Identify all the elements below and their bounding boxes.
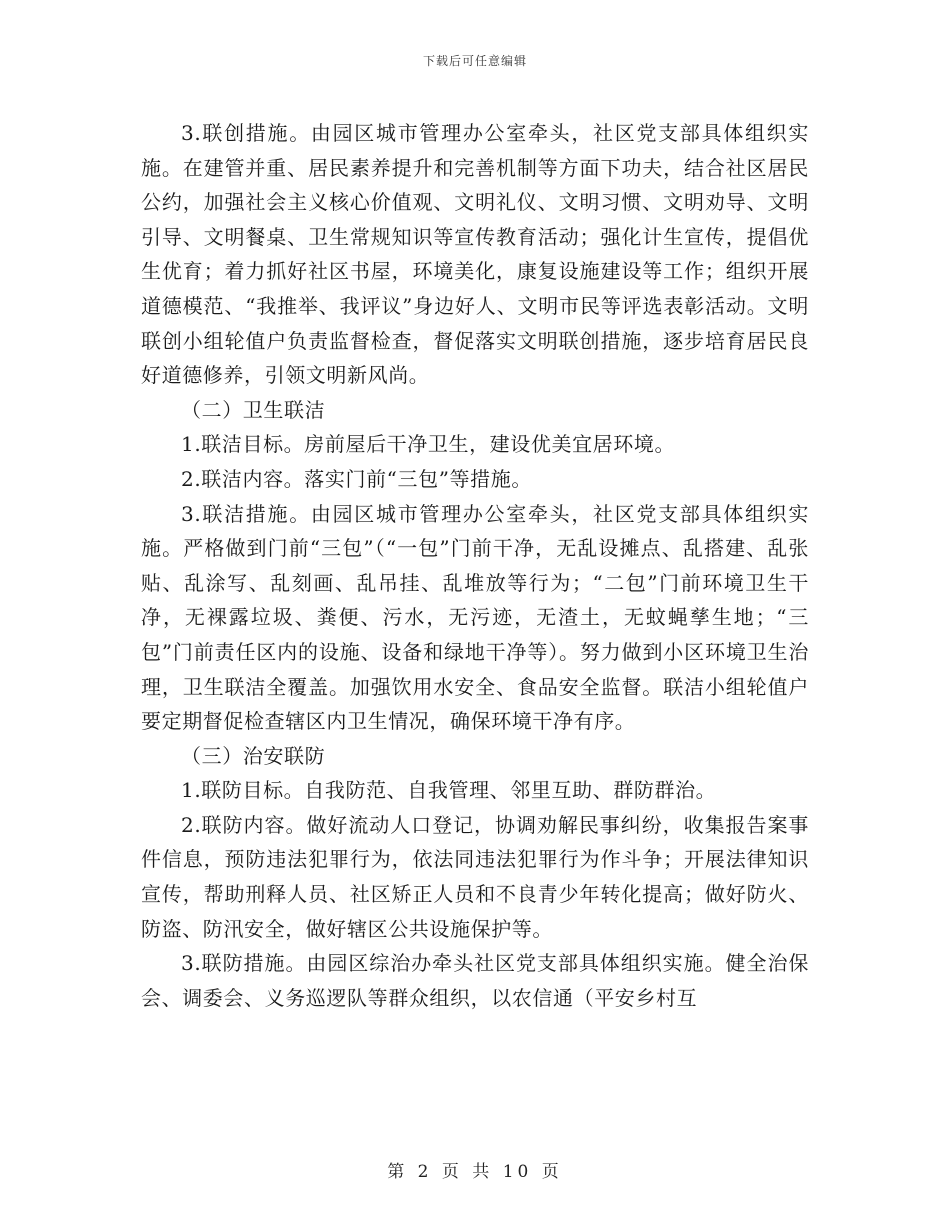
- section-heading-zhian: （三）治安联防: [181, 743, 326, 768]
- section-heading-weisheng: （二）卫生联洁: [181, 397, 326, 422]
- document-body: [141, 116, 809, 1015]
- paragraph-lianfang-goal: 1.联防目标。自我防范、自我管理、邻里互助、群防群治。: [181, 778, 717, 803]
- page-header: 下载后可任意编辑: [422, 54, 527, 68]
- paragraph-lianfang-content: 2.联防内容。做好流动人口登记，协调劝解民事纠纷，收集报告案事件信息，预防违法犯罪行为，依法同违法犯罪行为作斗争；开展法律知识宣传，帮助刑释人员、社区矫正人员和不良青少年转化提高；做好防火、防盗、防汛安全，做好辖区公共设施保护等。: [141, 812, 809, 941]
- page-number: 第 2 页 共 10 页: [387, 1162, 563, 1182]
- paragraph-lianjie-content: 2.联洁内容。落实门前“三包”等措施。: [181, 466, 532, 491]
- paragraph-lianjie-goal: 1.联洁目标。房前屋后干净卫生，建设优美宜居环境。: [181, 432, 676, 457]
- paragraph-lianjie-measures: 3.联洁措施。由园区城市管理办公室牵头，社区党支部具体组织实施。严格做到门前“三包”（“一包”门前干净，无乱设摊点、乱搭建、乱张贴、乱涂写、乱刻画、乱吊挂、乱堆放等行为；“二包”门前环境卫生干净，无裸露垃圾、粪便、污水，无污迹，无渣土，无蚊蝇孳生地；“三包”门前责任区内的设施、设备和绿地干净等）。努力做到小区环境卫生治理，卫生联洁全覆盖。加强饮用水安全、食品安全监督。联洁小组轮值户要定期督促检查辖区内卫生情况，确保环境干净有序。: [141, 501, 809, 734]
- paragraph-lianfang-measures: 3.联防措施。由园区综治办牵头社区党支部具体组织实施。健全治保会、调委会、义务巡逻队等群众组织，以农信通（平安乡村互: [141, 951, 809, 1010]
- paragraph-lianchuang-measures: 3.联创措施。由园区城市管理办公室牵头，社区党支部具体组织实施。在建管并重、居民素养提升和完善机制等方面下功夫，结合社区居民公约，加强社会主义核心价值观、文明礼仪、文明习惯、文明劝导、文明引导、文明餐桌、卫生常规知识等宣传教育活动；强化计生宣传，提倡优生优育；着力抓好社区书屋，环境美化，康复设施建设等工作；组织开展道德模范、“我推举、我评议”身边好人、文明市民等评选表彰活动。文明联创小组轮值户负责监督检查，督促落实文明联创措施，逐步培育居民良好道德修养，引领文明新风尚。: [141, 121, 809, 388]
